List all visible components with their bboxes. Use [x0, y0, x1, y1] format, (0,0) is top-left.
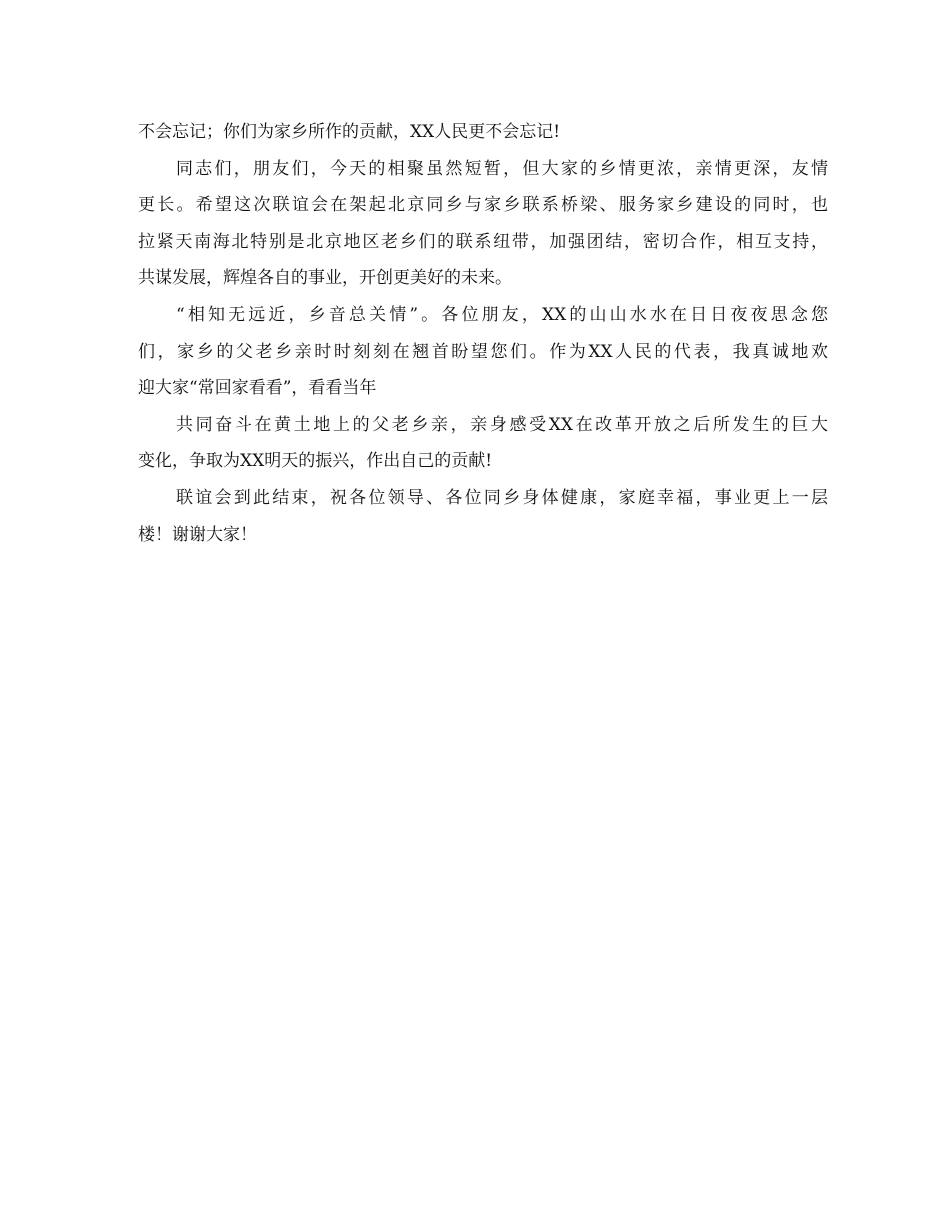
text-line: 拉紧天南海北特别是北京地区老乡们的联系纽带，加强团结，密切合作，相互支持，: [138, 231, 828, 252]
text-line: 楼！谢谢大家！: [138, 524, 257, 545]
text-line: 同志们，朋友们，今天的相聚虽然短暂，但大家的乡情更浓，亲情更深，友情: [176, 158, 828, 179]
document-body: [138, 114, 828, 553]
text-line: “相知无远近，乡音总关情”。各位朋友，XX的山山水水在日日夜夜思念您: [176, 304, 828, 325]
text-line: 们，家乡的父老乡亲时时刻刻在翘首盼望您们。作为XX人民的代表，我真诚地欢: [138, 341, 828, 362]
text-line: 不会忘记；你们为家乡所作的贡献，XX人民更不会忘记!: [138, 122, 561, 142]
text-line: 联谊会到此结束，祝各位领导、各位同乡身体健康，家庭幸福，事业更上一层: [176, 487, 828, 508]
text-line: 变化，争取为XX明天的振兴，作出自己的贡献!: [138, 451, 493, 472]
text-line: 迎大家“常回家看看”，看看当年: [138, 378, 377, 399]
text-line: 更长。希望这次联谊会在架起北京同乡与家乡联系桥梁、服务家乡建设的同时，也: [138, 195, 828, 216]
text-line: 共同奋斗在黄土地上的父老乡亲，亲身感受XX在改革开放之后所发生的巨大: [176, 414, 828, 435]
text-line: 共谋发展，辉煌各自的事业，开创更美好的未来。: [138, 268, 512, 289]
